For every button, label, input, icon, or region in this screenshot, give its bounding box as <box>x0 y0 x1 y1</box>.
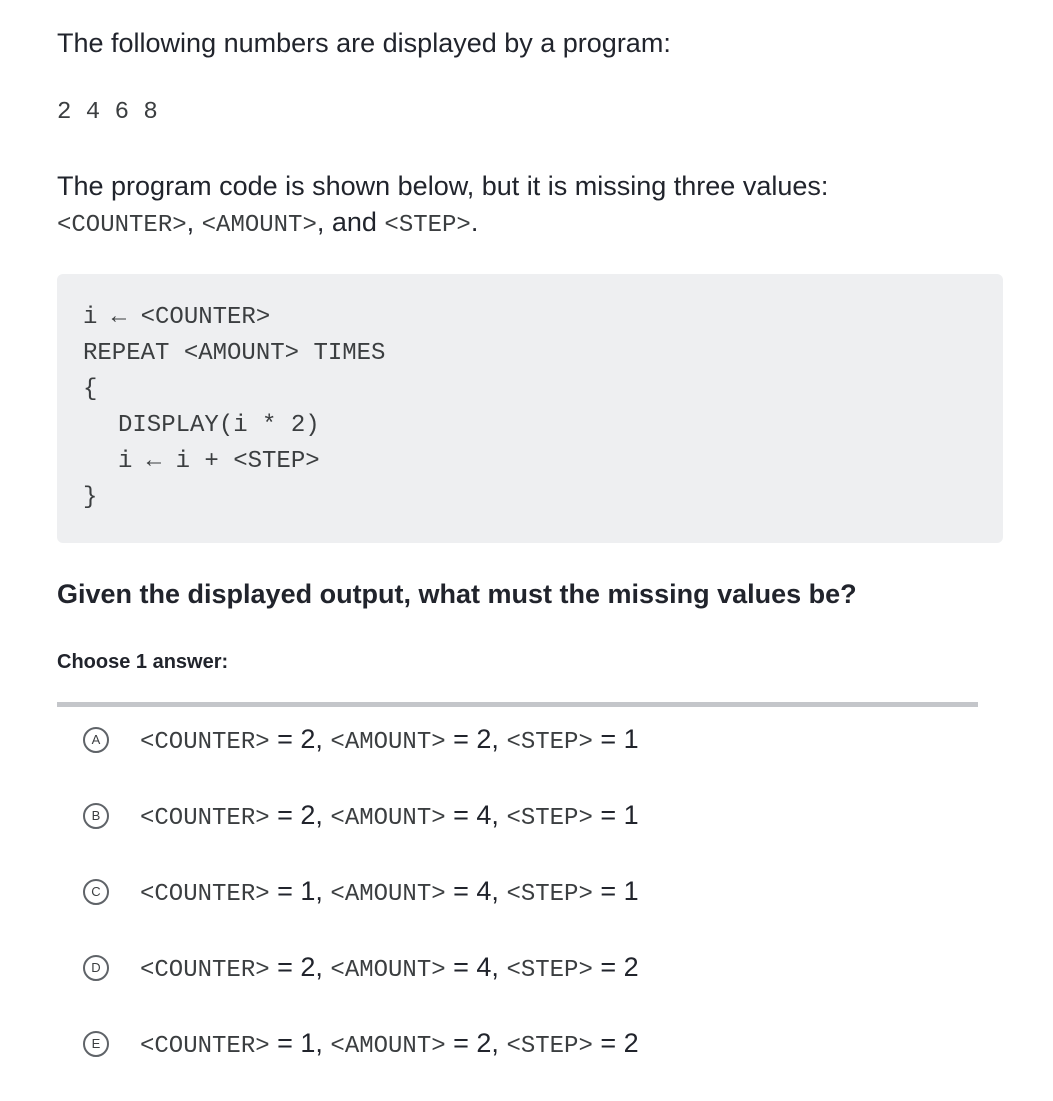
code-intro-text <box>57 168 828 244</box>
step-label: <STEP> <box>506 957 593 984</box>
amount-value: = 4, <box>445 876 507 906</box>
separator-2: , and <box>316 207 385 237</box>
code-intro-line2 <box>57 204 828 244</box>
amount-label: <AMOUNT> <box>330 1033 446 1060</box>
choice-letter-badge: A <box>83 727 109 753</box>
counter-label: <COUNTER> <box>140 729 270 756</box>
step-value: = 1 <box>592 876 639 906</box>
counter-value: = 1, <box>269 1028 331 1058</box>
choice-letter-badge: B <box>83 803 109 829</box>
step-value: = 2 <box>592 1028 639 1058</box>
counter-label: <COUNTER> <box>140 957 270 984</box>
code-line: i ← <COUNTER> <box>83 304 271 331</box>
choice-letter-badge: D <box>83 955 109 981</box>
step-value: = 1 <box>592 724 639 754</box>
choice-text <box>140 1026 639 1064</box>
step-label: <STEP> <box>506 1033 593 1060</box>
choice-letter-badge: E <box>83 1031 109 1057</box>
amount-value: = 4, <box>445 800 507 830</box>
sentence-end: . <box>470 207 479 237</box>
counter-label: <COUNTER> <box>140 881 270 908</box>
code-line: } <box>83 484 98 511</box>
program-output: 2 4 6 8 <box>57 99 158 126</box>
answer-choice-b[interactable] <box>57 785 978 845</box>
counter-label: <COUNTER> <box>140 805 270 832</box>
code-line: i ← i + <STEP> <box>118 448 320 475</box>
step-value: = 1 <box>592 800 639 830</box>
amount-label: <AMOUNT> <box>330 881 446 908</box>
code-block <box>57 274 1003 543</box>
counter-value: = 2, <box>269 800 331 830</box>
code-line: { <box>83 376 98 403</box>
amount-label: <AMOUNT> <box>330 805 446 832</box>
counter-label: <COUNTER> <box>140 1033 270 1060</box>
amount-value: = 2, <box>445 1028 507 1058</box>
answer-choice-a[interactable] <box>57 709 978 769</box>
amount-value: = 2, <box>445 724 507 754</box>
step-label: <STEP> <box>506 805 593 832</box>
choice-text <box>140 722 639 760</box>
placeholder-counter: <COUNTER> <box>57 212 187 239</box>
counter-value: = 2, <box>269 724 331 754</box>
answer-choice-d[interactable] <box>57 937 978 997</box>
amount-value: = 4, <box>445 952 507 982</box>
step-value: = 2 <box>592 952 639 982</box>
counter-value: = 1, <box>269 876 331 906</box>
choose-label: Choose 1 answer: <box>57 651 229 673</box>
code-line: DISPLAY(i * 2) <box>118 412 320 439</box>
question-prompt: Given the displayed output, what must the missing values be? <box>57 579 857 609</box>
step-label: <STEP> <box>506 881 593 908</box>
choice-letter-badge: C <box>83 879 109 905</box>
intro-text: The following numbers are displayed by a program: <box>57 28 671 58</box>
choice-text <box>140 798 639 836</box>
divider <box>57 702 978 707</box>
separator-1: , <box>186 207 202 237</box>
placeholder-amount: <AMOUNT> <box>201 212 317 239</box>
code-line: REPEAT <AMOUNT> TIMES <box>83 340 386 367</box>
code-intro-line1: The program code is shown below, but it is missing three values: <box>57 171 829 201</box>
choice-text <box>140 874 639 912</box>
amount-label: <AMOUNT> <box>330 729 446 756</box>
answer-choice-e[interactable] <box>57 1013 978 1073</box>
placeholder-step: <STEP> <box>384 212 471 239</box>
choice-text <box>140 950 639 988</box>
answer-choice-c[interactable] <box>57 861 978 921</box>
counter-value: = 2, <box>269 952 331 982</box>
amount-label: <AMOUNT> <box>330 957 446 984</box>
step-label: <STEP> <box>506 729 593 756</box>
